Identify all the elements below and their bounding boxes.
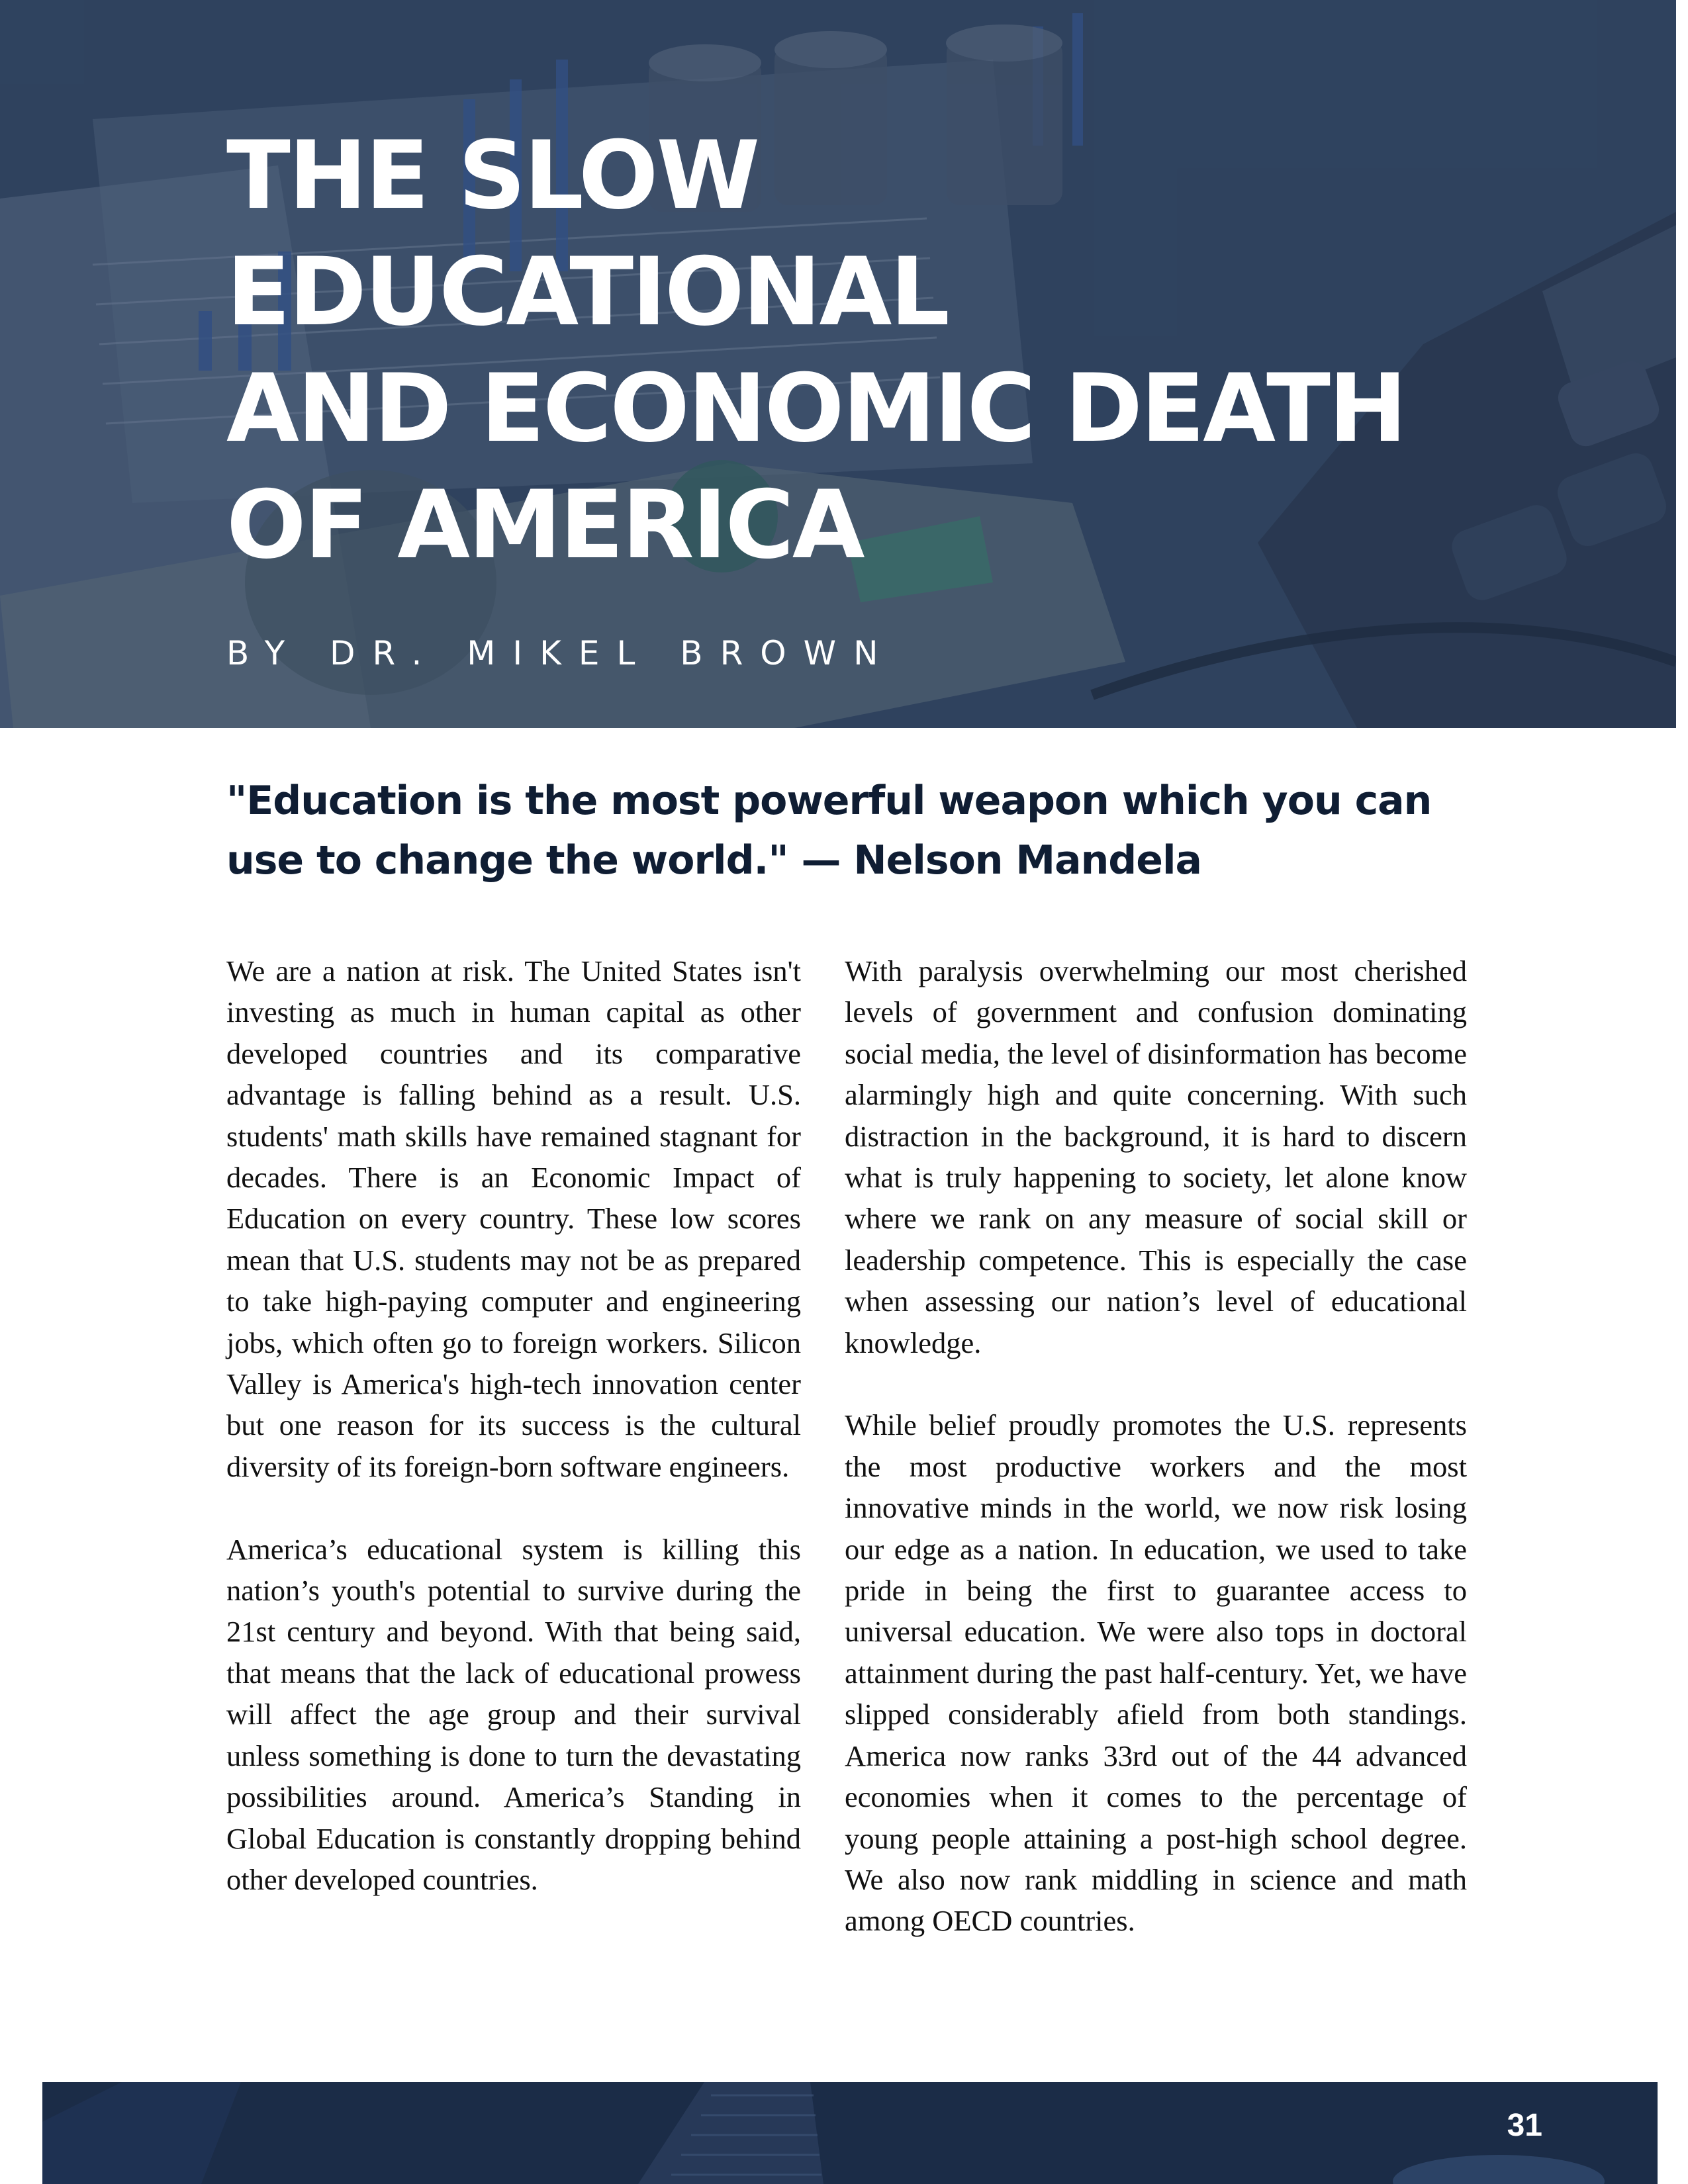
body-paragraph: America’s educational system is killing this nation’s youth's potential to survive during the 21st century and beyond. With that being said, that means that the lack of educational prowess will affect the age group and their survival unless something is done to turn the devastating possibilities around. America’s Standing in Global Education is constantly dropping behind other developed countries. <box>226 1532 801 1896</box>
body-paragraph: With paralysis overwhelming our most cherished levels of government and confusion dominating social media, the level of disinformation has become alarmingly high and quite concerning. With such distraction in the background, it is hard to discern what is truly happening to society, let alone know where we rank on any measure of social skill or leadership competence. This is especially the case when assessing our nation’s level of educational knowledge. <box>845 954 1467 1359</box>
body-paragraph: While belief proudly promotes the U.S. represents the most productive workers and the most innovative minds in the world, we now risk losing our edge as a nation. In education, we used to take pride in being the first to guarantee access to universal education. We were also tops in doctoral attainment during the past half-century. Yet, we have slipped considerably afield from both standings. America now ranks 33rd out of the 44 advanced economies when it comes to the percentage of young people attaining a post-high school degree. We also now rank middling in science and math among OECD countries. <box>845 1408 1467 1938</box>
article-title-line: THE SLOW EDUCATIONAL <box>226 121 948 347</box>
article-title <box>226 118 1484 584</box>
article-title-line: OF AMERICA <box>226 471 863 580</box>
hero-banner <box>0 0 1676 728</box>
author-byline: BY DR. MIKEL BROWN <box>226 634 896 672</box>
page-footer <box>42 2082 1658 2184</box>
body-paragraph: We are a nation at risk. The United States isn't investing as much in human capital as other developed countries and its comparative advantage is falling behind as a result. U.S. students' math skills have remained stagnant for decades. There is an Economic Impact of Education on every country. These low scores mean that U.S. students may not be as prepared to take high-paying computer and engineering jobs, which often go to foreign workers. Silicon Valley is America's high-tech innovation center but one reason for its success is the cultural diversity of its foreign-born software engineers. <box>226 954 801 1483</box>
page-number: 31 <box>1507 2108 1542 2143</box>
left-text-column <box>226 950 801 1942</box>
skyscraper-background-image <box>42 2082 1658 2184</box>
right-text-column <box>845 950 1467 1983</box>
article-title-line: AND ECONOMIC DEATH <box>226 354 1405 463</box>
pull-quote: "Education is the most powerful weapon which you can use to change the world." — Nelson Mandela <box>226 778 1432 884</box>
